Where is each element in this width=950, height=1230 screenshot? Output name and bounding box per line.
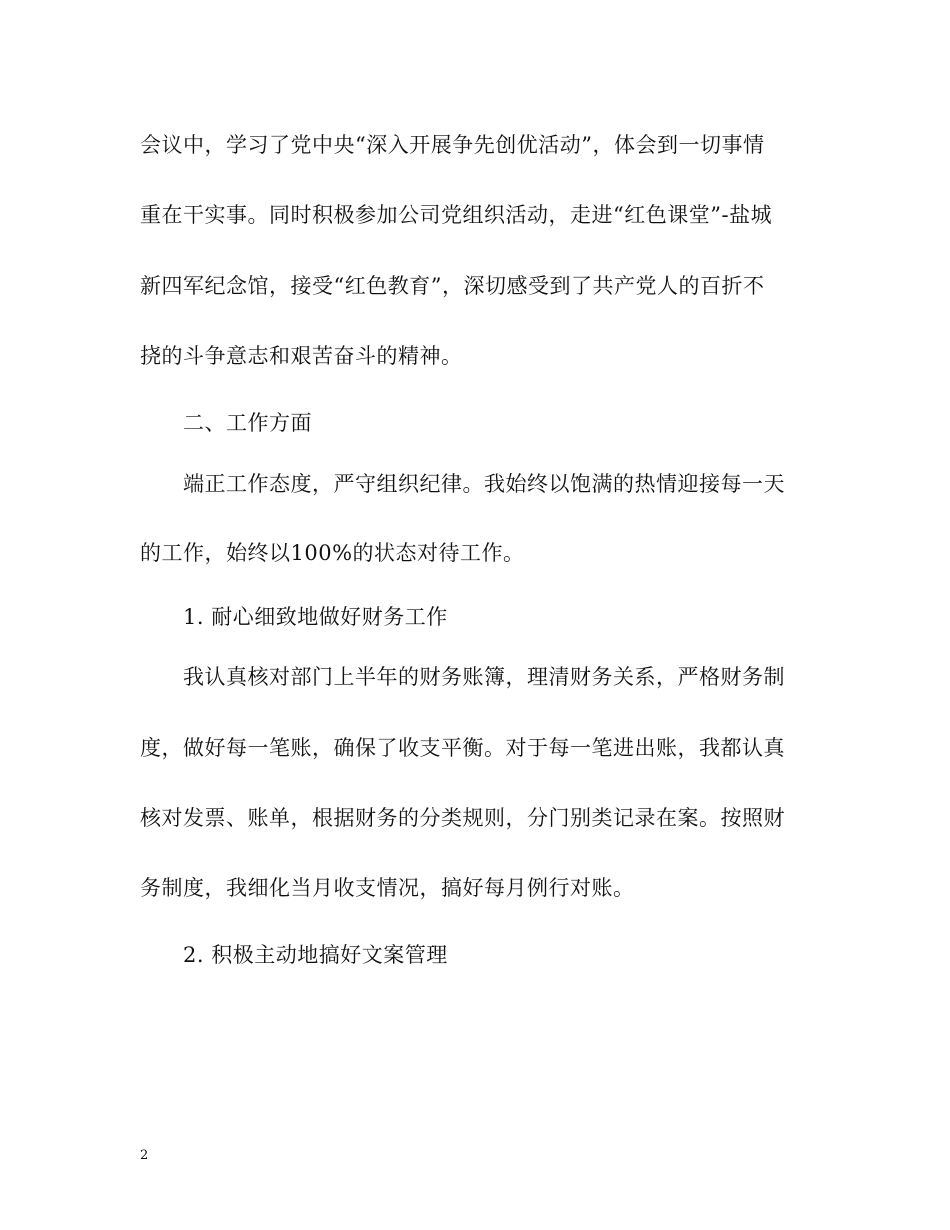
paragraph-line: 挠的斗争意志和艰苦奋斗的精神。 [140, 344, 463, 368]
paragraph-line: 我认真核对部门上半年的财务账簿，理清财务关系，严格财务制 [183, 665, 785, 689]
paragraph-line: 核对发票、账单，根据财务的分类规则，分门别类记录在案。按照财 [140, 806, 785, 830]
paragraph-line: 端正工作态度，严守组织纪律。我始终以饱满的热情迎接每一天 [183, 472, 785, 496]
paragraph-line: 新四军纪念馆，接受“红色教育”，深切感受到了共产党人的百折不 [140, 274, 765, 298]
paragraph-line: 会议中，学习了党中央“深入开展争先创优活动”，体会到一切事情 [140, 133, 765, 157]
paragraph-line: 重在干实事。同时积极参加公司党组织活动，走进“红色课堂”-盐城 [140, 203, 773, 227]
paragraph-line: 务制度，我细化当月收支情况，搞好每月例行对账。 [140, 876, 635, 900]
subsection-heading: 1. 耐心细致地做好财务工作 [183, 605, 448, 629]
subsection-heading: 2. 积极主动地搞好文案管理 [183, 943, 448, 967]
paragraph-line: 的工作，始终以100%的状态对待工作。 [140, 541, 525, 565]
section-heading: 二、工作方面 [183, 411, 312, 435]
paragraph-line: 度，做好每一笔账，确保了收支平衡。对于每一笔进出账，我都认真 [140, 736, 785, 760]
page-number: 2 [140, 1148, 149, 1163]
